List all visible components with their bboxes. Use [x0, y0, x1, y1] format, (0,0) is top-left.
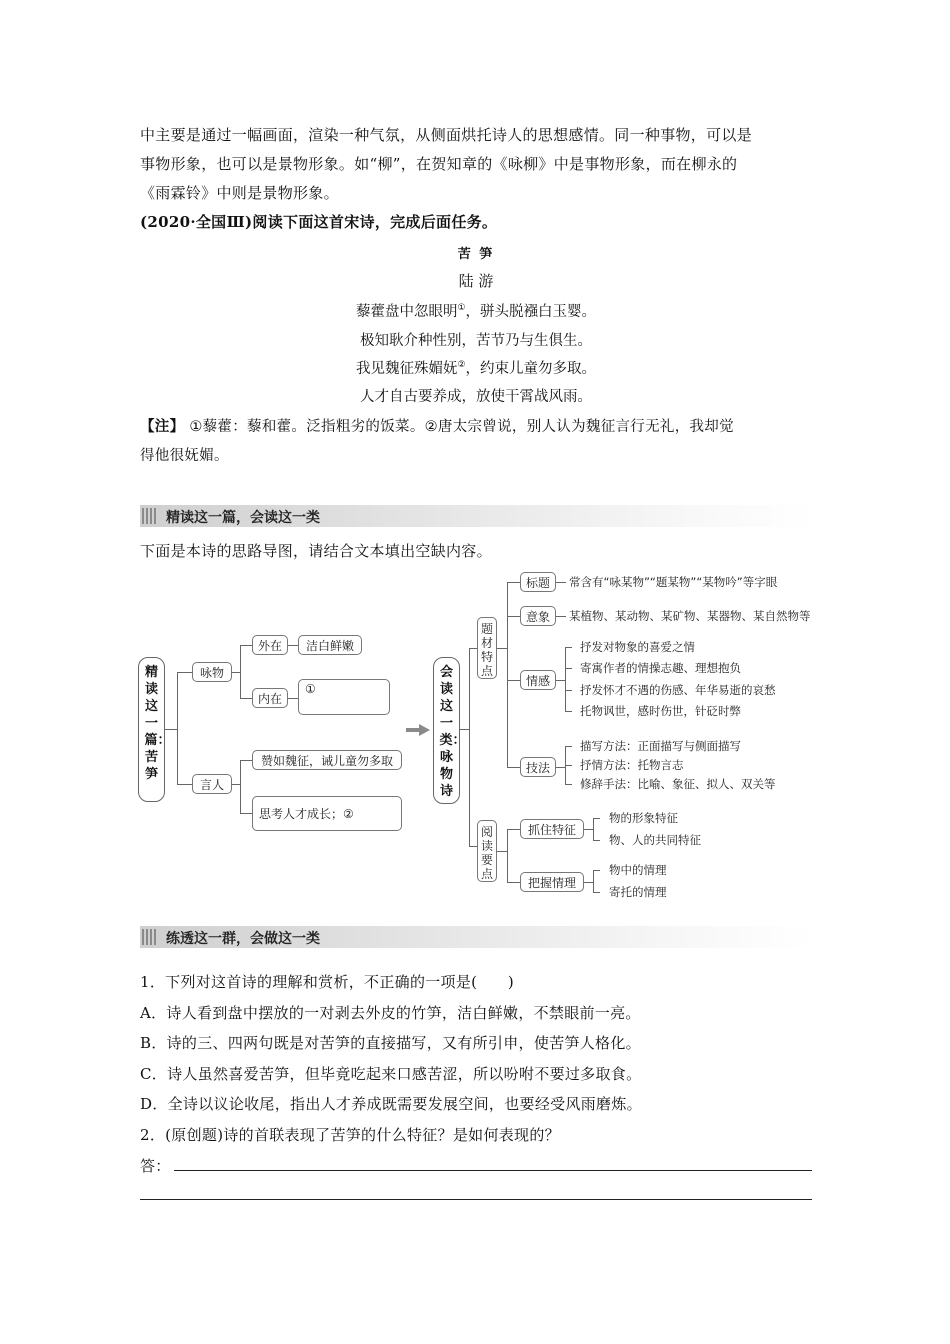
poem-title: 苦 笋: [457, 247, 495, 262]
qinggan-item-2: 寄寓作者的情操志趣、理想抱负: [580, 661, 741, 675]
note-line-2: 得他很妩媚。: [140, 448, 229, 464]
ticai-box: 题材特点: [477, 617, 497, 679]
intro-line-1: 中主要是通过一幅画面，渲染一种气氛，从侧面烘托诗人的思想感情。同一种事物，可以是: [140, 126, 753, 144]
poem-author: 陆 游: [458, 272, 494, 290]
zhuazhu-box: 抓住特征: [520, 819, 584, 839]
bawo-item-1: 物中的情理: [609, 863, 667, 877]
poem-line-1: 藜藿盘中忽眼明①，骈头脱襁白玉婴。: [355, 303, 597, 320]
answer-line-1[interactable]: [174, 1170, 812, 1171]
yanren-2-box: 思考人才成长；②: [252, 796, 402, 831]
bawo-box: 把握情理: [520, 872, 584, 892]
qinggan-item-1: 抒发对物象的喜爱之情: [580, 640, 695, 654]
qinggan-item-4: 托物讽世，感时伤世，针砭时弊: [580, 704, 741, 718]
bawo-item-2: 寄托的情理: [609, 885, 667, 899]
yanren-1-box: 赞如魏征，诫儿童勿多取: [252, 750, 402, 770]
waizai-box: 外在: [252, 635, 288, 655]
section-bars-icon: [142, 508, 156, 524]
answer-label: 答：: [140, 1157, 171, 1175]
poem-line-2: 极知耿介种性别，苦节乃与生俱生。: [360, 333, 592, 349]
question-1-option-d: D．全诗以议论收尾，指出人才养成既需要发展空间，也要经受风雨磨炼。: [140, 1095, 642, 1113]
question-1-option-c: C．诗人虽然喜爱苦笋，但毕竟吃起来口感苦涩，所以吩咐不要过多取食。: [140, 1065, 642, 1083]
jifa-box: 技法: [520, 757, 556, 777]
note-line-1: 【注】 ①藜藿：藜和藿。泛指粗劣的饭菜。②唐太宗曾说，别人认为魏征言行无礼，我却觉: [140, 419, 734, 435]
section-bars-icon: [142, 929, 156, 945]
question-1-option-a: A．诗人看到盘中摆放的一对剥去外皮的竹笋，洁白鲜嫩，不禁眼前一亮。: [140, 1004, 641, 1022]
task-instruction: (2020·全国Ⅲ)阅读下面这首宋诗，完成后面任务。: [140, 213, 498, 231]
yanren-box: 言人: [192, 774, 232, 794]
intro-line-2: 事物形象，也可以是景物形象。如“柳”，在贺知章的《咏柳》中是事物形象，而在柳永的: [140, 155, 738, 173]
answer-line-2[interactable]: [140, 1199, 812, 1200]
question-2-stem: 2．(原创题)诗的首联表现了苦笋的什么特征？是如何表现的？: [140, 1126, 560, 1144]
section-header-2: 练透这一群，会做这一类: [140, 926, 812, 948]
jifa-item-2: 抒情方法：托物言志: [580, 758, 684, 772]
yixiang-value: 某植物、某动物、某矿物、某器物、某自然物等: [569, 609, 811, 623]
yongwu-box: 咏物: [192, 662, 232, 682]
left-root-box: 精读这一篇：苦笋: [138, 657, 165, 802]
poem-line-4: 人才自古要养成，放使干霄战风雨。: [360, 389, 592, 405]
arrow-right-icon: [406, 724, 430, 736]
poem-line-3: 我见魏征殊媚妩②，约束儿童勿多取。: [355, 360, 597, 377]
mindmap-instruction: 下面是本诗的思路导图，请结合文本填出空缺内容。: [140, 542, 492, 560]
qinggan-box: 情感: [520, 670, 556, 690]
right-root-box: 会读这一类：咏物诗: [433, 657, 460, 804]
jifa-item-1: 描写方法：正面描写与侧面描写: [580, 739, 741, 753]
jifa-item-3: 修辞手法：比喻、象征、拟人、双关等: [580, 777, 776, 791]
blank-1-box: ①: [298, 679, 390, 715]
section-header-1: 精读这一篇，会读这一类: [140, 505, 812, 527]
yixiang-box: 意象: [520, 606, 556, 626]
intro-line-3: 《雨霖铃》中则是景物形象。: [140, 184, 339, 202]
zhuazhu-item-2: 物、人的共同特征: [609, 833, 701, 847]
biaoti-value: 常含有“咏某物”“题某物”“某物吟”等字眼: [569, 575, 778, 589]
qinggan-item-3: 抒发怀才不遇的伤感、年华易逝的哀愁: [580, 683, 776, 697]
neizai-box: 内在: [252, 688, 288, 708]
zhuazhu-item-1: 物的形象特征: [609, 811, 678, 825]
waizai-value-box: 洁白鲜嫩: [298, 635, 362, 655]
yuedu-box: 阅读要点: [477, 820, 497, 882]
biaoti-box: 标题: [520, 572, 556, 592]
question-1-option-b: B．诗的三、四两句既是对苦笋的直接描写，又有所引申，使苦笋人格化。: [140, 1034, 641, 1052]
note-label: 【注】: [140, 419, 185, 435]
question-1-stem: 1．下列对这首诗的理解和赏析，不正确的一项是( ): [140, 973, 515, 991]
